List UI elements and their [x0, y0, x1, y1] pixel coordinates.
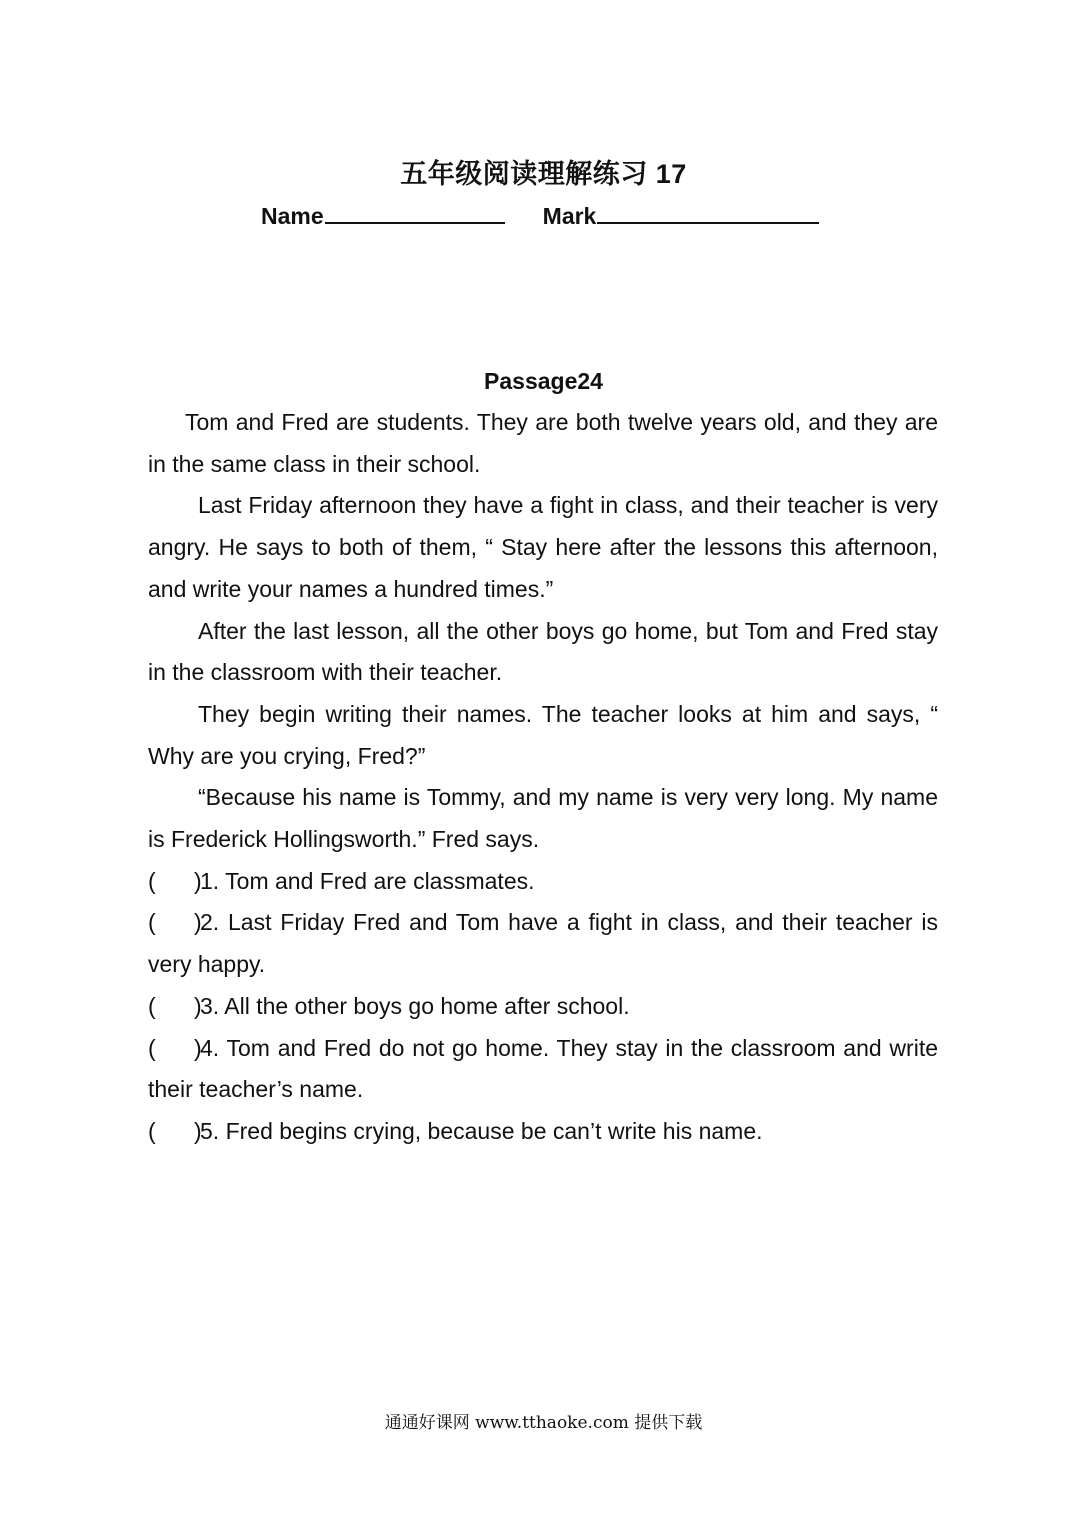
passage-paragraph: They begin writing their names. The teacher looks at him and says, “ Why are you crying, Fred?” — [148, 700, 938, 769]
answer-parentheses: ( ) — [148, 867, 202, 894]
passage-paragraph: Last Friday afternoon they have a fight in class, and their teacher is very angry. He says to both of them, “ Stay here after the lessons this afternoon, and write your names a hundred times.” — [148, 492, 938, 602]
question-item — [148, 1111, 938, 1153]
question-item — [148, 986, 938, 1028]
question-text: 5. Fred begins crying, because be can’t write his name. — [200, 1117, 763, 1144]
question-text: 1. Tom and Fred are classmates. — [200, 867, 535, 894]
answer-parentheses: ( ) — [148, 992, 202, 1019]
question-text: 3. All the other boys go home after school. — [200, 992, 630, 1019]
answer-parentheses: ( ) — [148, 1117, 202, 1144]
question-item — [148, 861, 938, 903]
question-text: 2. Last Friday Fred and Tom have a fight in class, and their teacher is very happy. — [148, 909, 938, 978]
passage-body — [148, 402, 938, 1153]
mark-blank-line — [597, 200, 819, 224]
answer-parentheses: ( ) — [148, 1034, 202, 1061]
passage-paragraph: Tom and Fred are students. They are both twelve years old, and they are in the same class in their school. — [148, 409, 938, 477]
question-item — [148, 902, 938, 985]
answer-parentheses: ( ) — [148, 909, 202, 936]
name-label: Name — [261, 203, 324, 229]
name-mark-row — [261, 200, 819, 230]
question-text: 4. Tom and Fred do not go home. They stay in the classroom and write their teacher’s name. — [148, 1034, 938, 1103]
passage-paragraph: “Because his name is Tommy, and my name is very very long. My name is Frederick Hollingsworth.” Fred says. — [148, 784, 938, 853]
footer-credit: 通通好课网 www.tthaoke.com 提供下载 — [384, 1413, 703, 1433]
passage-paragraph: After the last lesson, all the other boys go home, but Tom and Fred stay in the classroom with their teacher. — [148, 617, 938, 686]
passage-heading: Passage24 — [484, 368, 603, 394]
mark-label: Mark — [542, 203, 597, 229]
name-blank-line — [325, 200, 505, 224]
question-item — [148, 1028, 938, 1111]
worksheet-title: 五年级阅读理解练习 17 — [400, 159, 687, 189]
